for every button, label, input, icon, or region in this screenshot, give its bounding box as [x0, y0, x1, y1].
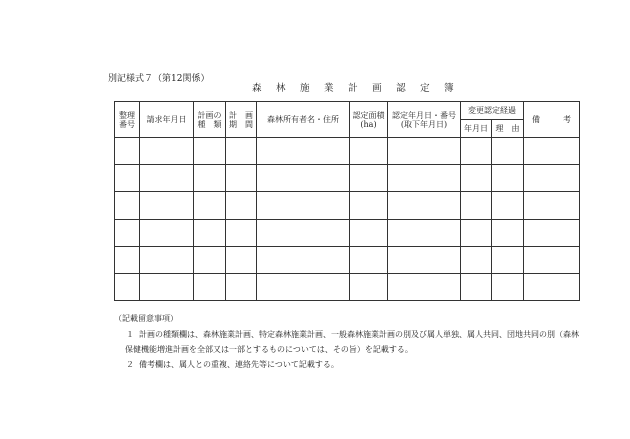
table-row: [115, 273, 580, 300]
form-label: 別記様式７（第12関係）: [108, 74, 210, 84]
note-text-continued: 保健機能増進計画を全部又は一部とするものについては、その旨）を記載する。: [125, 345, 413, 354]
note-item: [114, 357, 604, 372]
title-char: 林: [276, 83, 287, 94]
title-char: 認: [396, 83, 407, 94]
note-item: [114, 327, 604, 357]
table-row: [115, 192, 580, 219]
document-title: [252, 80, 472, 94]
header-row: [115, 102, 580, 120]
header-keikaku-shurui: 計画の 種 類: [194, 102, 226, 138]
title-char: 森: [252, 83, 263, 94]
title-char: 業: [324, 83, 335, 94]
title-char: 画: [372, 83, 383, 94]
notes-heading: （記載留意事項）: [114, 314, 178, 323]
note-text: 計画の種類欄は、森林施業計画、特定森林施業計画、一般森林施業計画の別及び属人単独、属人共同、団地共同の別（森林: [139, 330, 579, 339]
table-row: [115, 246, 580, 273]
header-owner: 森林所有者名・住所: [257, 102, 350, 138]
title-char: 定: [420, 83, 431, 94]
notes-section: [114, 311, 604, 372]
table-row: [115, 138, 580, 165]
header-nintei-date: 認定年月日・番号 (取下年月日): [388, 102, 461, 138]
header-biko: 備 考: [524, 102, 580, 138]
note-number: １: [126, 330, 134, 339]
header-henko-group: 変更認定経過: [461, 102, 524, 120]
title-char: 簿: [444, 83, 455, 94]
header-seikyu-date: 請求年月日: [140, 102, 194, 138]
note-text: 備考欄は、属人との重複、連絡先等について記載する。: [139, 360, 339, 369]
title-char: 施: [300, 83, 311, 94]
note-number: ２: [126, 360, 134, 369]
header-keikaku-kikan: 計 画 期 間: [226, 102, 257, 138]
certification-register-table: [114, 101, 580, 301]
title-char: 計: [348, 83, 359, 94]
header-seiri-bango: 整理 番号: [115, 102, 140, 138]
header-area: 認定面積 (ha): [350, 102, 388, 138]
header-henko-reason: 理 由: [492, 120, 524, 138]
table-row: [115, 219, 580, 246]
table-row: [115, 165, 580, 192]
header-henko-date: 年月日: [461, 120, 492, 138]
